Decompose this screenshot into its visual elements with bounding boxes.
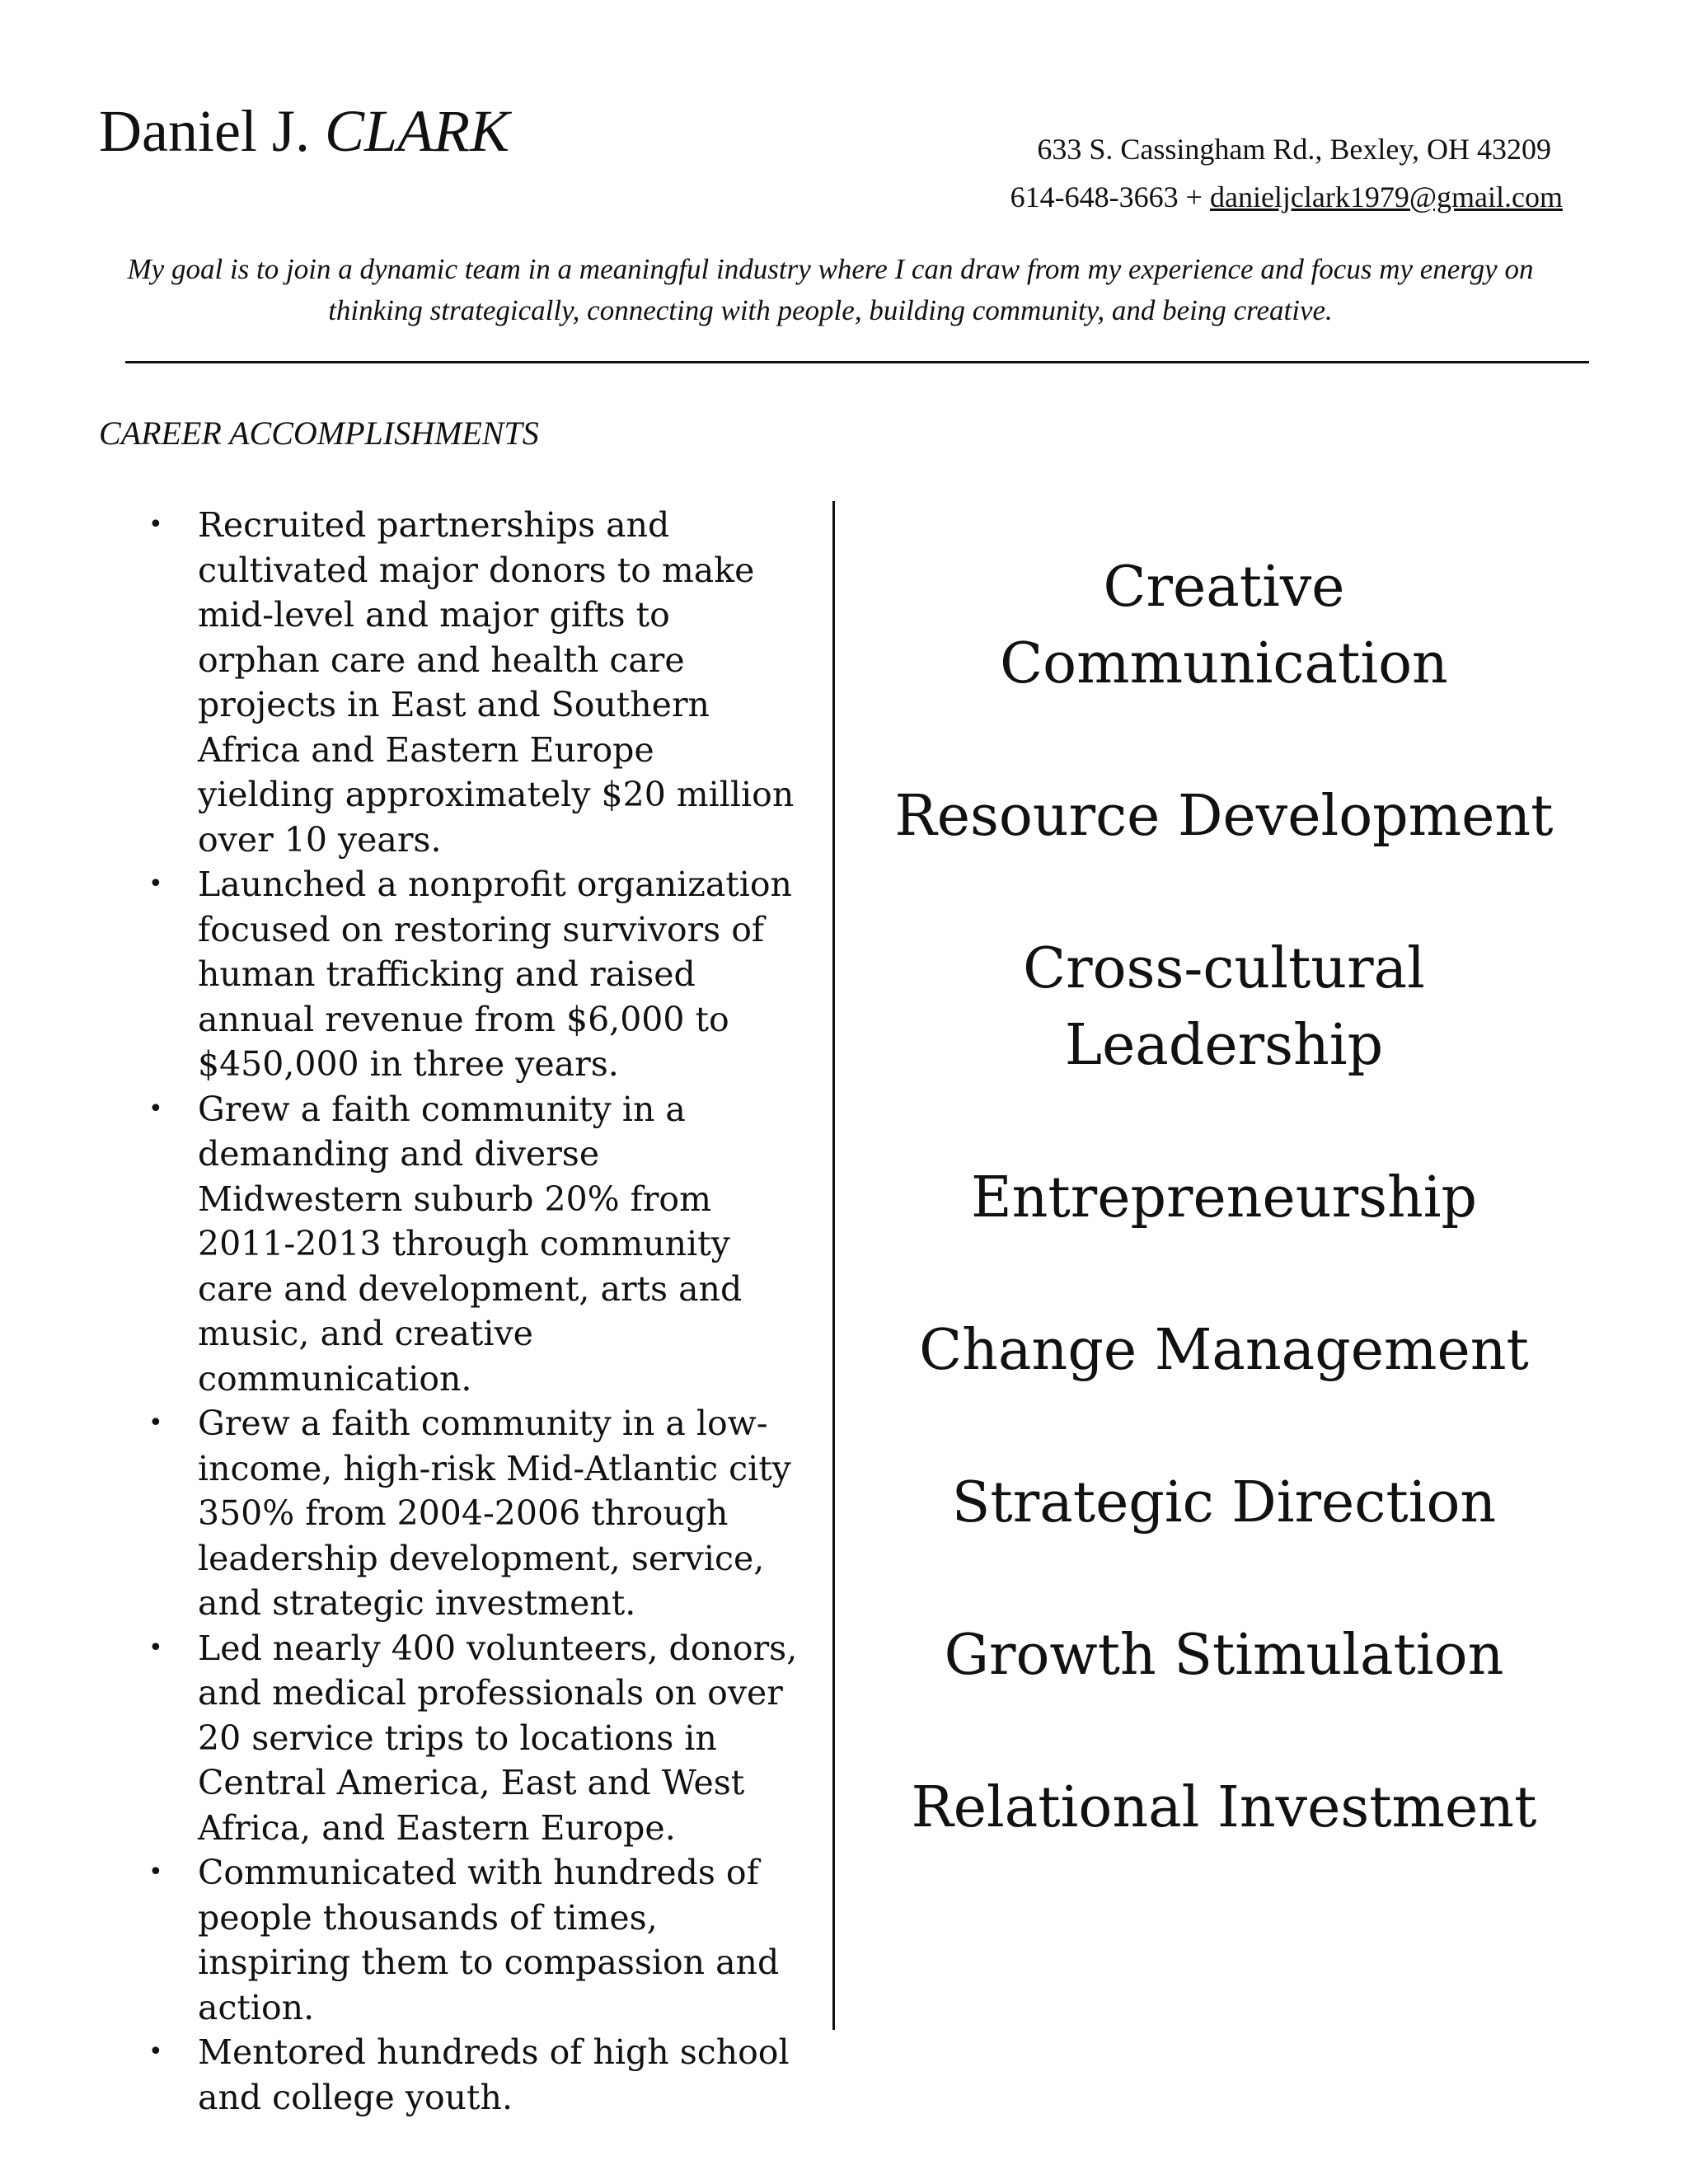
skill-item: Relational Investment — [911, 1775, 1537, 1840]
accomplishment-text: Grew a faith community in a demanding and diverse Midwestern suburb 20% from 2011-2013 through community care and development, arts and music, and creative communication. — [198, 1089, 743, 1399]
accomplishment-text: Led nearly 400 volunteers, donors, and medical professionals on over 20 service trips to locations in Central America, East and West Africa, and Eastern Europe. — [198, 1628, 798, 1848]
bullet-icon: • — [148, 1408, 163, 1437]
bullet-icon: • — [148, 1858, 163, 1886]
skills-list — [874, 549, 1574, 1922]
phone: 614-648-3663 — [1010, 180, 1179, 213]
accomplishment-item — [140, 1401, 799, 1626]
bullet-icon: • — [148, 2037, 163, 2066]
bullet-icon: • — [148, 510, 163, 539]
accomplishment-text: Launched a nonprofit organization focused on restoring survivors of human trafficking and raised annual revenue from $6,000 to $450,000 in three years. — [198, 865, 792, 1084]
accomplishment-text: Grew a faith community in a low-income, high-risk Mid-Atlantic city 350% from 2004-2006 through leadership development, service, and strategic investment. — [198, 1404, 791, 1623]
objective-statement: My goal is to join a dynamic team in a meaningful industry where I can draw from my experience and focus my energy on thinking strategically, connecting with people, building community, and being creative. — [127, 253, 1534, 326]
skill-item: Strategic Direction — [951, 1470, 1497, 1535]
skill-item: Creative Communication — [1000, 555, 1448, 696]
phone-email-line — [1010, 173, 1563, 221]
accomplishment-text: Recruited partnerships and cultivated major donors to make mid-level and major gifts to orphan care and health care projects in East and Southern Africa and Eastern Europe yielding approximately $20 million over 10 years. — [198, 505, 795, 860]
column-divider — [832, 501, 835, 2030]
accomplishment-item — [140, 2030, 799, 2120]
skill-item: Cross-cultural Leadership — [1023, 936, 1425, 1078]
section-heading: CAREER ACCOMPLISHMENTS — [99, 415, 539, 452]
accomplishment-list — [140, 503, 799, 2120]
bullet-icon: • — [148, 869, 163, 898]
bullet-icon: • — [148, 1094, 163, 1123]
contact-block — [1010, 125, 1563, 221]
skill-item: Entrepreneurship — [970, 1165, 1478, 1230]
address: 633 S. Cassingham Rd., Bexley, OH 43209 — [1037, 133, 1551, 166]
candidate-name — [99, 99, 509, 164]
accomplishment-item — [140, 503, 799, 862]
accomplishment-item — [140, 1850, 799, 2030]
accomplishment-item — [140, 862, 799, 1087]
first-name: Daniel J. — [99, 98, 310, 164]
accomplishment-text: Mentored hundreds of high school and college youth. — [198, 2032, 790, 2117]
skill-item: Change Management — [919, 1318, 1529, 1383]
contact-separator: + — [1185, 180, 1203, 213]
accomplishment-text: Communicated with hundreds of people thousands of times, inspiring them to compassion and action. — [198, 1853, 780, 2027]
skill-item: Growth Stimulation — [944, 1623, 1504, 1688]
bullet-icon: • — [148, 1633, 163, 1662]
last-name: CLARK — [324, 98, 509, 164]
accomplishment-item — [140, 1626, 799, 1851]
email-link[interactable]: danieljclark1979@gmail.com — [1209, 180, 1563, 213]
accomplishment-item — [140, 1087, 799, 1402]
skill-item: Resource Development — [894, 784, 1554, 849]
header-divider — [125, 361, 1589, 363]
